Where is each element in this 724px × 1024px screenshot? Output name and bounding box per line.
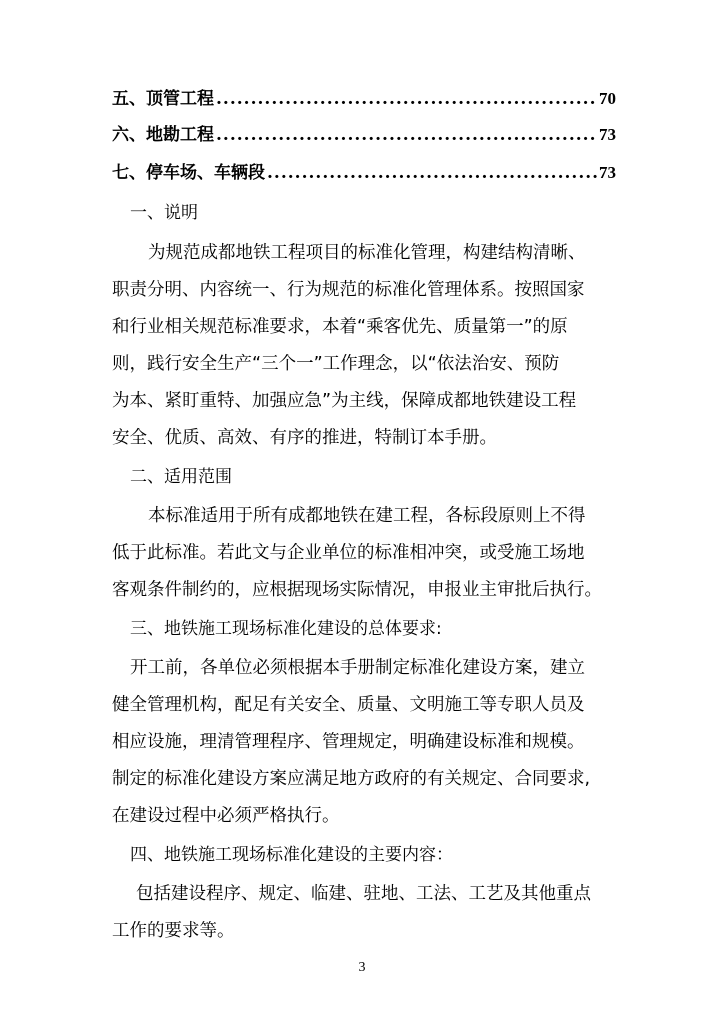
paragraph-line: 为本、紧盯重特、加强应急”为主线，保障成都地铁建设工程 <box>112 391 577 411</box>
paragraph-line: 在建设过程中必须严格执行。 <box>112 806 340 826</box>
toc-title: 五、顶管工程 <box>112 89 214 109</box>
paragraph-line: 本标准适用于所有成都地铁在建工程，各标段原则上不得 <box>148 506 586 526</box>
paragraph-line: 相应设施，理清管理程序、管理规定，明确建设标准和规模。 <box>112 732 585 752</box>
section-heading: 三、地铁施工现场标准化建设的总体要求: <box>130 619 442 639</box>
toc-leader-dots <box>216 125 597 145</box>
paragraph-line: 和行业相关规范标准要求，本着“乘客优先、质量第一”的原 <box>112 317 568 337</box>
section-heading: 二、适用范围 <box>130 467 232 487</box>
paragraph-line: 健全管理机构，配足有关安全、质量、文明施工等专职人员及 <box>112 695 585 715</box>
paragraph-line: 包括建设程序、规定、临建、驻地、工法、工艺及其他重点 <box>136 884 591 904</box>
page-number: 3 <box>358 960 366 975</box>
toc-entry[interactable] <box>112 84 616 114</box>
toc-title: 七、停车场、车辆段 <box>112 163 265 183</box>
section-heading: 一、说明 <box>130 203 198 223</box>
toc-entry[interactable] <box>112 120 616 150</box>
section-heading: 四、地铁施工现场标准化建设的主要内容： <box>130 845 453 865</box>
toc-entry[interactable] <box>112 158 616 188</box>
toc-leader-dots <box>267 163 597 183</box>
paragraph-line: 职责分明、内容统一、行为规范的标准化管理体系。按照国家 <box>112 280 585 300</box>
toc-leader-dots <box>216 89 597 109</box>
toc-page-number: 73 <box>599 125 616 144</box>
paragraph-line: 制定的标准化建设方案应满足地方政府的有关规定、合同要求, <box>112 769 591 789</box>
toc-page-number: 70 <box>599 89 616 108</box>
paragraph-line: 开工前，各单位必须根据本手册制定标准化建设方案，建立 <box>130 658 585 678</box>
toc-title: 六、地勘工程 <box>112 125 214 145</box>
paragraph-line: 工作的要求等。 <box>112 921 235 941</box>
paragraph-line: 为规范成都地铁工程项目的标准化管理，构建结构清晰、 <box>148 243 586 263</box>
paragraph-line: 客观条件制约的，应根据现场实际情况，申报业主审批后执行。 <box>112 580 602 600</box>
paragraph-line: 安全、优质、高效、有序的推进，特制订本手册。 <box>112 428 497 448</box>
paragraph-line: 则，践行安全生产“三个一”工作理念，以“依法治安、预防 <box>112 354 560 374</box>
toc-page-number: 73 <box>599 163 616 182</box>
paragraph-line: 低于此标准。若此文与企业单位的标准相冲突，或受施工场地 <box>112 543 585 563</box>
